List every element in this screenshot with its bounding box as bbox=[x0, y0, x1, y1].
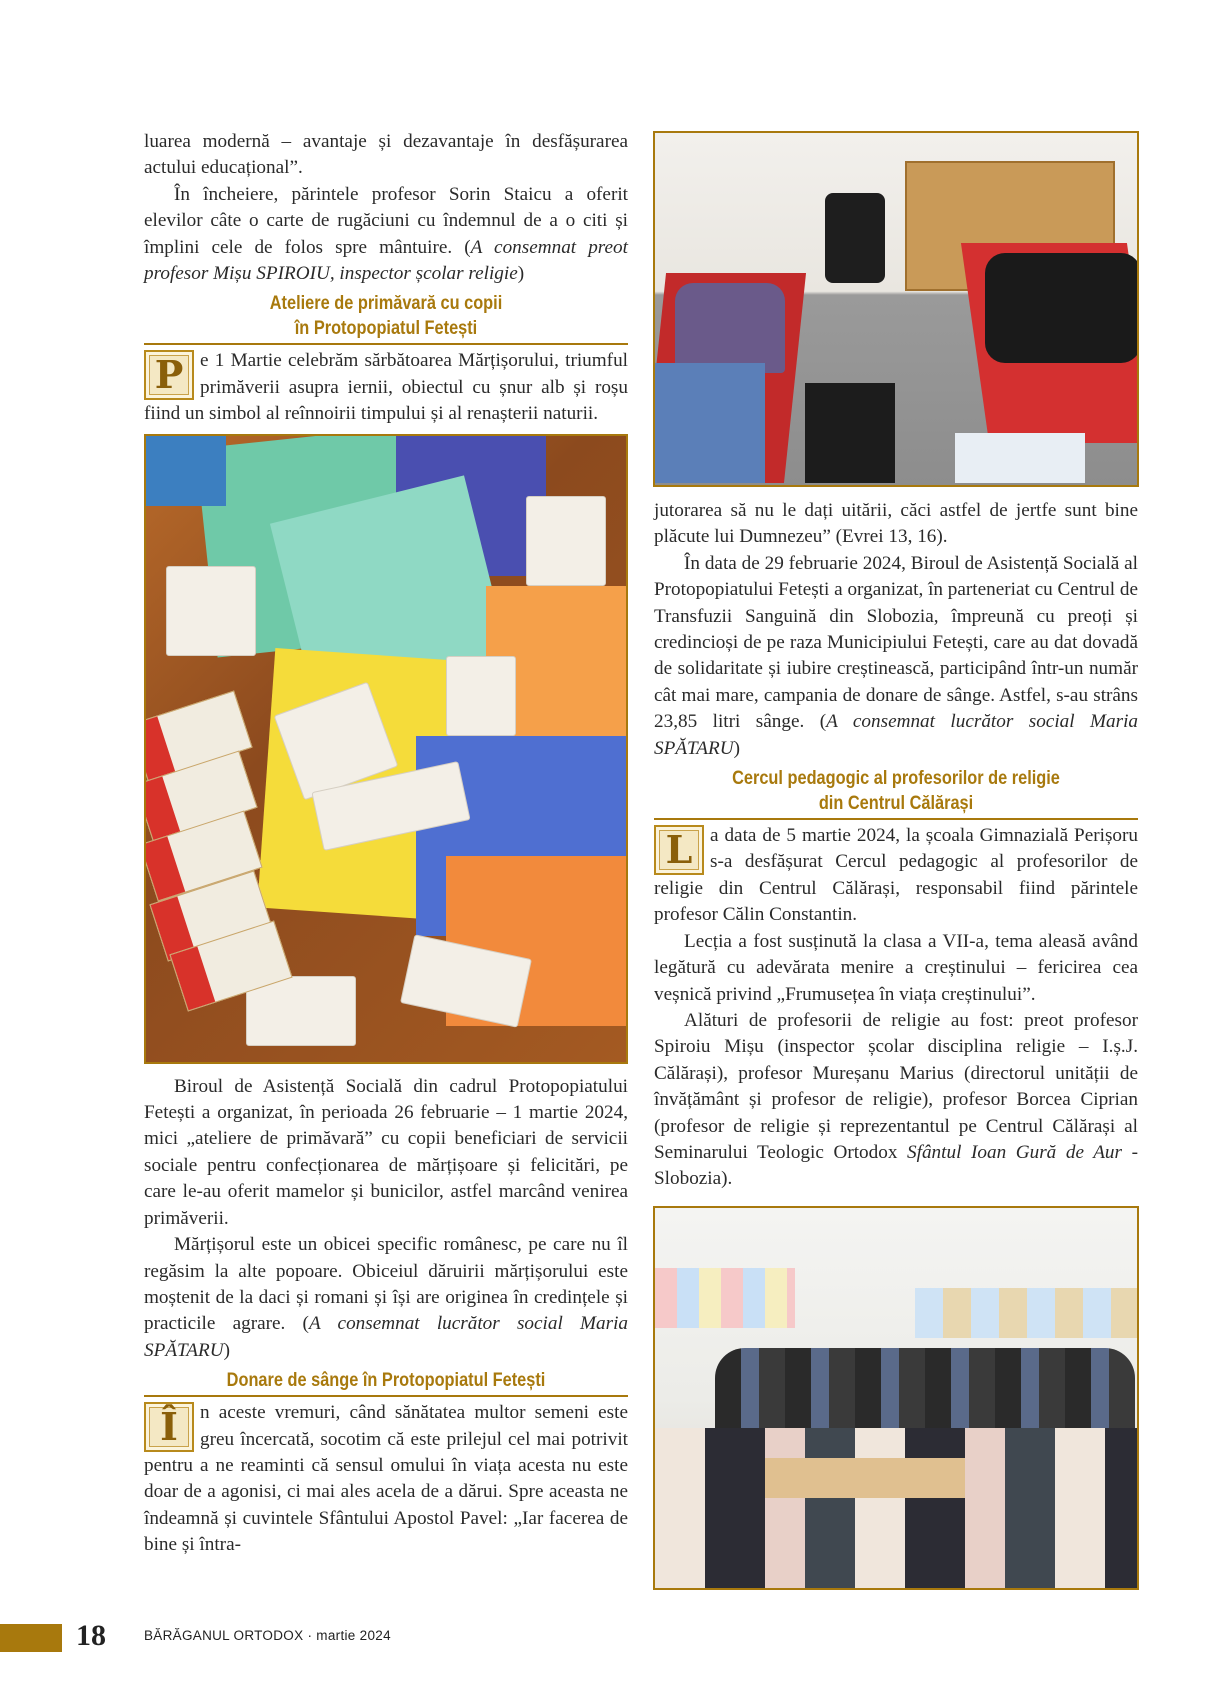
page-number: 18 bbox=[76, 1619, 106, 1652]
paragraph-text: Alături de profesorii de religie au fost: preot profesor Spiroiu Mișu (inspector școlar disciplina religie – I.ș.J. Călărași), profesor Mureșanu Marius (directorul unității de învățământ și profesor de religie), profesor Borcea Ciprian (profesor de religie și reprezentantul pe Centrul Călărași al Seminarului Teologic Ortodox bbox=[654, 1009, 1138, 1163]
publication-name: BĂRĂGANUL ORTODOX bbox=[144, 1628, 304, 1643]
author-credit: A consemnat lucrător social Maria SPĂTARU bbox=[144, 1313, 629, 1361]
lead-paragraph bbox=[144, 348, 628, 427]
paragraph-text: În data de 29 februarie 2024, Biroul de Asistență Socială al Protopopiatului Fetești a organizat, în parteneriat cu Centrul de Transfuzii Sanguină din Slobozia, împreună cu preoți și credincioși de pe raza Municipiului Fetești, care au dat dovadă de solidaritate și iubire creștinească, participând într-un număr cât mai mare, campania de donare de sânge. Astfel, s-au strâns 23,85 litri sânge. ( bbox=[654, 552, 1138, 733]
paragraph-end: ) bbox=[517, 263, 525, 285]
section-heading bbox=[178, 291, 594, 341]
paragraph: Lecția a fost susținută la clasa a VII-a, tema aleasă având legătură cu adevărata menire a creștinului – fericirea cea veșnică privind „Frumusețea în viața creștinului”. bbox=[654, 930, 1138, 1005]
issue-date: martie 2024 bbox=[316, 1628, 391, 1643]
martisor-photo bbox=[144, 434, 628, 1064]
left-column bbox=[144, 129, 628, 1559]
heading-line: Cercul pedagogic al profesorilor de religie bbox=[732, 768, 1060, 790]
blood-donation-photo bbox=[653, 131, 1139, 487]
heading-rule bbox=[654, 818, 1138, 820]
paragraph-end: - Slobozia). bbox=[654, 1141, 1138, 1190]
wall-posters bbox=[915, 1288, 1139, 1338]
footer-publication bbox=[144, 1628, 391, 1643]
footer-separator: · bbox=[303, 1628, 317, 1643]
office-chair bbox=[825, 193, 885, 283]
heading-rule bbox=[144, 1395, 628, 1397]
paragraph-end: ) bbox=[223, 1339, 230, 1361]
paragraph bbox=[144, 1232, 628, 1364]
heading-rule bbox=[144, 343, 628, 345]
desks bbox=[765, 1458, 965, 1498]
donor-right bbox=[985, 253, 1139, 363]
medical-supplies bbox=[955, 433, 1085, 483]
paragraph-end: ) bbox=[733, 737, 740, 759]
heading-line: în Protopopiatul Fetești bbox=[294, 318, 478, 340]
lead-text: n aceste vremuri, când sănătatea multor semeni este greu încercată, socotim că este prilejul cel mai potrivit pentru a ne reaminti că sensul omului în viața acesta nu este doar de a agonisi, ci mai ales acela de a dărui. Spre aceasta ne îndeamnă și cuvintele Sfântului Apostol Pavel: „Iar facerea de bine și întra- bbox=[144, 1402, 628, 1556]
paragraph: jutorarea să nu le dați uitării, căci astfel de jertfe sunt bine plăcute lui Dumnezeu” (Evrei 13, 16). bbox=[654, 500, 1138, 548]
author-credit: A consemnat lucrător social Maria SPĂTARU bbox=[654, 711, 1138, 759]
right-column bbox=[654, 498, 1138, 1193]
dropcap: Î bbox=[144, 1402, 194, 1452]
martisor-packet bbox=[446, 656, 516, 736]
heading-line: Ateliere de primăvară cu copii bbox=[269, 293, 503, 315]
martisor-packet bbox=[526, 496, 606, 586]
wall-posters bbox=[655, 1268, 795, 1328]
dropcap: P bbox=[144, 350, 194, 400]
dropcap: L bbox=[654, 825, 704, 875]
paragraph: luarea modernă – avantaje și dezavantaje în desfășurarea actului educațional”. bbox=[144, 131, 628, 179]
classroom-photo bbox=[653, 1206, 1139, 1590]
lead-paragraph bbox=[144, 1400, 628, 1558]
paragraph: Biroul de Asistență Socială din cadrul Protopopiatului Fetești a organizat, în perioada 26 februarie – 1 martie 2024, mici „ateliere de primăvară” cu copii beneficiari de servicii sociale pentru confecționarea de mărțișoare și felicitări, pe care le-au oferit mamelor și bunicilor, astfel marcând venirea primăverii. bbox=[144, 1075, 628, 1229]
paragraph bbox=[144, 182, 628, 288]
lead-text: e 1 Martie celebrăm sărbătoarea Mărțișorului, triumful primăverii asupra iernii, obiectul cu șnur alb și roșu fiind un simbol al reînnoirii timpului și al renașterii naturii. bbox=[144, 350, 628, 425]
paragraph-text: Mărțișorul este un obicei specific românesc, pe care nu îl regăsim la alte popoare. Obiceiul dăruirii mărțișorului este moștenit de la daci și romani și își are originea în credințele și practicile agrare. ( bbox=[144, 1234, 628, 1335]
donor-left-jeans bbox=[655, 363, 765, 483]
footer-accent-bar bbox=[0, 1624, 62, 1652]
audience-teachers bbox=[715, 1348, 1135, 1428]
students bbox=[655, 1428, 1139, 1590]
paragraph-text: În încheiere, părintele profesor Sorin Staicu a oferit elevilor câte o carte de rugăciuni cu îndemnul de a o citi și împlini cele de folos spre mântuire. ( bbox=[144, 183, 628, 258]
author-credit: A consemnat preot profesor Mișu SPIROIU, inspector școlar religie bbox=[144, 236, 628, 285]
medical-device bbox=[805, 383, 895, 483]
section-heading bbox=[178, 1368, 594, 1393]
martisor-packet bbox=[166, 566, 256, 656]
heading-line: Donare de sânge în Protopopiatul Fetești bbox=[226, 1370, 546, 1392]
seminary-name: Sfântul Ioan Gură de Aur bbox=[907, 1141, 1122, 1163]
section-heading bbox=[688, 766, 1104, 816]
blue-box bbox=[146, 436, 226, 506]
paragraph bbox=[654, 1008, 1138, 1193]
lead-paragraph bbox=[654, 823, 1138, 929]
lead-text: a data de 5 martie 2024, la școala Gimnazială Perișoru s-a desfășurat Cercul pedagogic al profesorilor de religie din Centrul Călărași, responsabil fiind părintele profesor Călin Constantin. bbox=[654, 825, 1138, 926]
paragraph bbox=[654, 551, 1138, 762]
heading-line: din Centrul Călărași bbox=[818, 793, 974, 815]
donor-left bbox=[675, 283, 785, 373]
